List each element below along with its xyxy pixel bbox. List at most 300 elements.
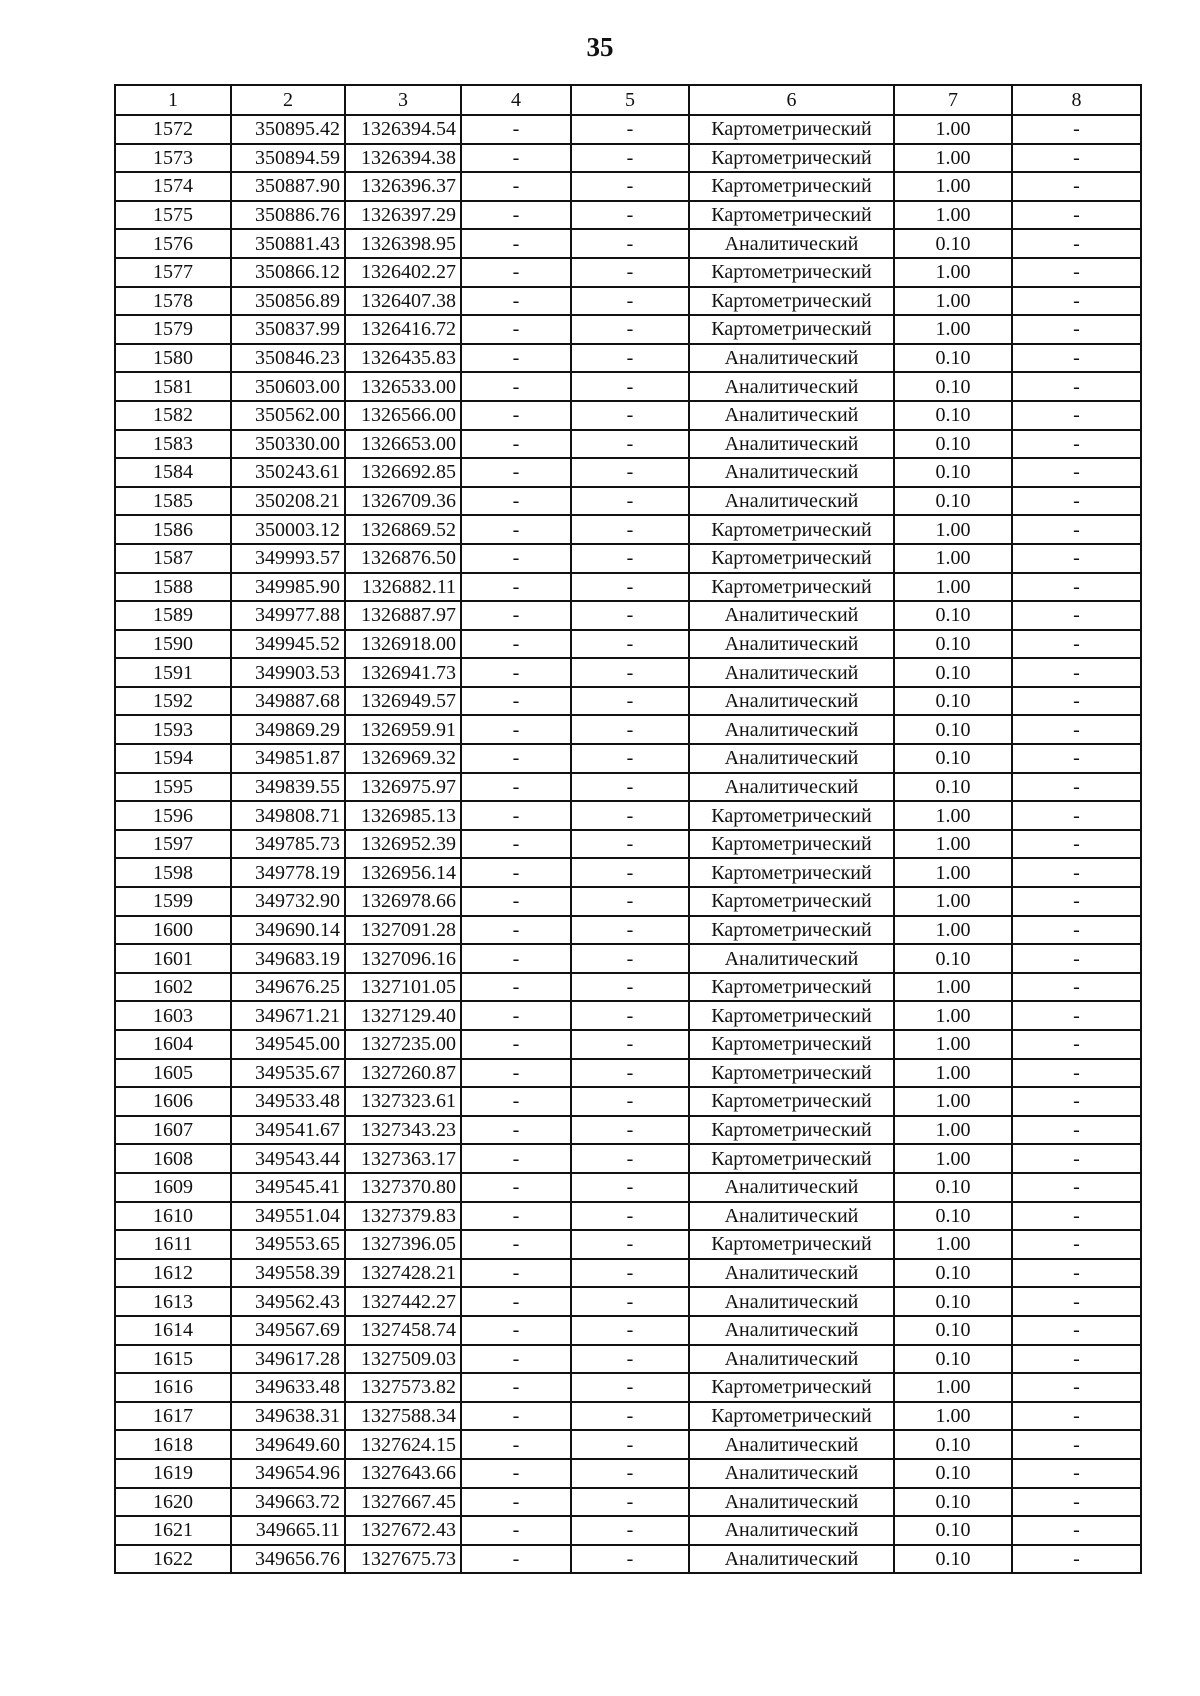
y-coordinate-cell: 1326653.00 [345, 430, 461, 459]
table-row [115, 687, 1141, 716]
column-4-cell: - [461, 172, 571, 201]
y-coordinate-cell: 1327343.23 [345, 1116, 461, 1145]
table-row [115, 630, 1141, 659]
accuracy-cell: 0.10 [894, 601, 1012, 630]
column-4-cell: - [461, 858, 571, 887]
method-cell: Картометрический [689, 916, 894, 945]
x-coordinate-cell: 349545.00 [231, 1030, 345, 1059]
accuracy-cell: 0.10 [894, 1259, 1012, 1288]
method-cell: Аналитический [689, 744, 894, 773]
column-8-cell: - [1012, 458, 1141, 487]
column-8-cell: - [1012, 887, 1141, 916]
point-number-cell: 1591 [115, 658, 231, 687]
accuracy-cell: 1.00 [894, 544, 1012, 573]
method-cell: Аналитический [689, 344, 894, 373]
y-coordinate-cell: 1326533.00 [345, 372, 461, 401]
point-number-cell: 1577 [115, 258, 231, 287]
y-coordinate-cell: 1327379.83 [345, 1202, 461, 1231]
point-number-cell: 1602 [115, 973, 231, 1002]
method-cell: Аналитический [689, 1516, 894, 1545]
accuracy-cell: 1.00 [894, 315, 1012, 344]
column-5-cell: - [571, 1516, 689, 1545]
column-4-cell: - [461, 258, 571, 287]
column-header: 8 [1012, 85, 1141, 115]
column-5-cell: - [571, 1059, 689, 1088]
x-coordinate-cell: 349617.28 [231, 1345, 345, 1374]
method-cell: Картометрический [689, 1059, 894, 1088]
accuracy-cell: 1.00 [894, 801, 1012, 830]
y-coordinate-cell: 1326566.00 [345, 401, 461, 430]
method-cell: Картометрический [689, 115, 894, 144]
column-5-cell: - [571, 172, 689, 201]
method-cell: Картометрический [689, 1087, 894, 1116]
column-5-cell: - [571, 916, 689, 945]
y-coordinate-cell: 1327396.05 [345, 1230, 461, 1259]
x-coordinate-cell: 350603.00 [231, 372, 345, 401]
accuracy-cell: 1.00 [894, 1087, 1012, 1116]
method-cell: Картометрический [689, 830, 894, 859]
column-4-cell: - [461, 372, 571, 401]
method-cell: Картометрический [689, 973, 894, 1002]
x-coordinate-cell: 349654.96 [231, 1459, 345, 1488]
table-row [115, 144, 1141, 173]
y-coordinate-cell: 1327363.17 [345, 1144, 461, 1173]
y-coordinate-cell: 1327091.28 [345, 916, 461, 945]
y-coordinate-cell: 1326876.50 [345, 544, 461, 573]
y-coordinate-cell: 1326887.97 [345, 601, 461, 630]
accuracy-cell: 1.00 [894, 258, 1012, 287]
x-coordinate-cell: 349887.68 [231, 687, 345, 716]
point-number-cell: 1594 [115, 744, 231, 773]
x-coordinate-cell: 349649.60 [231, 1430, 345, 1459]
point-number-cell: 1582 [115, 401, 231, 430]
method-cell: Аналитический [689, 1488, 894, 1517]
accuracy-cell: 1.00 [894, 201, 1012, 230]
column-8-cell: - [1012, 801, 1141, 830]
y-coordinate-cell: 1326407.38 [345, 287, 461, 316]
method-cell: Аналитический [689, 229, 894, 258]
column-8-cell: - [1012, 916, 1141, 945]
method-cell: Картометрический [689, 1230, 894, 1259]
x-coordinate-cell: 349683.19 [231, 944, 345, 973]
column-5-cell: - [571, 1001, 689, 1030]
column-8-cell: - [1012, 1316, 1141, 1345]
y-coordinate-cell: 1327573.82 [345, 1373, 461, 1402]
table-row [115, 944, 1141, 973]
column-5-cell: - [571, 830, 689, 859]
y-coordinate-cell: 1327101.05 [345, 973, 461, 1002]
method-cell: Аналитический [689, 1430, 894, 1459]
column-4-cell: - [461, 1001, 571, 1030]
table-row [115, 1059, 1141, 1088]
method-cell: Картометрический [689, 887, 894, 916]
x-coordinate-cell: 350894.59 [231, 144, 345, 173]
table-row [115, 887, 1141, 916]
accuracy-cell: 0.10 [894, 1488, 1012, 1517]
table-row [115, 258, 1141, 287]
y-coordinate-cell: 1326709.36 [345, 487, 461, 516]
y-coordinate-cell: 1326882.11 [345, 573, 461, 602]
column-8-cell: - [1012, 258, 1141, 287]
column-8-cell: - [1012, 944, 1141, 973]
column-8-cell: - [1012, 201, 1141, 230]
table-row [115, 801, 1141, 830]
table-row [115, 372, 1141, 401]
x-coordinate-cell: 349808.71 [231, 801, 345, 830]
y-coordinate-cell: 1326396.37 [345, 172, 461, 201]
x-coordinate-cell: 350562.00 [231, 401, 345, 430]
table-row [115, 287, 1141, 316]
column-5-cell: - [571, 1030, 689, 1059]
table-row [115, 601, 1141, 630]
column-8-cell: - [1012, 401, 1141, 430]
x-coordinate-cell: 349663.72 [231, 1488, 345, 1517]
column-4-cell: - [461, 973, 571, 1002]
table-row [115, 1259, 1141, 1288]
method-cell: Аналитический [689, 773, 894, 802]
accuracy-cell: 0.10 [894, 1287, 1012, 1316]
x-coordinate-cell: 349993.57 [231, 544, 345, 573]
accuracy-cell: 1.00 [894, 973, 1012, 1002]
accuracy-cell: 0.10 [894, 458, 1012, 487]
column-5-cell: - [571, 1230, 689, 1259]
point-number-cell: 1593 [115, 715, 231, 744]
column-4-cell: - [461, 1230, 571, 1259]
method-cell: Аналитический [689, 1259, 894, 1288]
point-number-cell: 1603 [115, 1001, 231, 1030]
accuracy-cell: 1.00 [894, 287, 1012, 316]
x-coordinate-cell: 349633.48 [231, 1373, 345, 1402]
accuracy-cell: 1.00 [894, 858, 1012, 887]
column-4-cell: - [461, 344, 571, 373]
point-number-cell: 1610 [115, 1202, 231, 1231]
accuracy-cell: 1.00 [894, 916, 1012, 945]
x-coordinate-cell: 349533.48 [231, 1087, 345, 1116]
point-number-cell: 1607 [115, 1116, 231, 1145]
table-row [115, 1144, 1141, 1173]
method-cell: Картометрический [689, 172, 894, 201]
point-number-cell: 1596 [115, 801, 231, 830]
column-8-cell: - [1012, 1230, 1141, 1259]
column-4-cell: - [461, 1144, 571, 1173]
method-cell: Аналитический [689, 430, 894, 459]
method-cell: Картометрический [689, 144, 894, 173]
accuracy-cell: 1.00 [894, 1373, 1012, 1402]
column-4-cell: - [461, 144, 571, 173]
y-coordinate-cell: 1326985.13 [345, 801, 461, 830]
method-cell: Аналитический [689, 601, 894, 630]
table-row [115, 1001, 1141, 1030]
column-8-cell: - [1012, 1545, 1141, 1574]
x-coordinate-cell: 349945.52 [231, 630, 345, 659]
column-5-cell: - [571, 515, 689, 544]
table-row [115, 430, 1141, 459]
column-4-cell: - [461, 944, 571, 973]
y-coordinate-cell: 1326692.85 [345, 458, 461, 487]
accuracy-cell: 0.10 [894, 1545, 1012, 1574]
x-coordinate-cell: 349553.65 [231, 1230, 345, 1259]
accuracy-cell: 1.00 [894, 1059, 1012, 1088]
y-coordinate-cell: 1327667.45 [345, 1488, 461, 1517]
method-cell: Картометрический [689, 287, 894, 316]
column-5-cell: - [571, 201, 689, 230]
table-row [115, 315, 1141, 344]
y-coordinate-cell: 1326959.91 [345, 715, 461, 744]
point-number-cell: 1621 [115, 1516, 231, 1545]
method-cell: Картометрический [689, 1144, 894, 1173]
column-8-cell: - [1012, 973, 1141, 1002]
x-coordinate-cell: 349851.87 [231, 744, 345, 773]
column-4-cell: - [461, 1287, 571, 1316]
accuracy-cell: 1.00 [894, 1230, 1012, 1259]
table-body [115, 115, 1141, 1573]
method-cell: Аналитический [689, 458, 894, 487]
method-cell: Картометрический [689, 1116, 894, 1145]
column-header: 3 [345, 85, 461, 115]
column-5-cell: - [571, 1345, 689, 1374]
column-8-cell: - [1012, 773, 1141, 802]
accuracy-cell: 1.00 [894, 515, 1012, 544]
point-number-cell: 1585 [115, 487, 231, 516]
table-row [115, 973, 1141, 1002]
column-8-cell: - [1012, 1202, 1141, 1231]
y-coordinate-cell: 1326869.52 [345, 515, 461, 544]
point-number-cell: 1584 [115, 458, 231, 487]
column-4-cell: - [461, 658, 571, 687]
column-4-cell: - [461, 1087, 571, 1116]
accuracy-cell: 0.10 [894, 1516, 1012, 1545]
column-5-cell: - [571, 801, 689, 830]
column-8-cell: - [1012, 1345, 1141, 1374]
column-5-cell: - [571, 115, 689, 144]
method-cell: Аналитический [689, 715, 894, 744]
column-8-cell: - [1012, 115, 1141, 144]
accuracy-cell: 0.10 [894, 773, 1012, 802]
column-header: 7 [894, 85, 1012, 115]
method-cell: Картометрический [689, 1030, 894, 1059]
y-coordinate-cell: 1327458.74 [345, 1316, 461, 1345]
method-cell: Картометрический [689, 801, 894, 830]
method-cell: Аналитический [689, 1173, 894, 1202]
column-8-cell: - [1012, 1430, 1141, 1459]
column-5-cell: - [571, 372, 689, 401]
column-4-cell: - [461, 1173, 571, 1202]
column-5-cell: - [571, 887, 689, 916]
column-4-cell: - [461, 687, 571, 716]
column-4-cell: - [461, 830, 571, 859]
accuracy-cell: 0.10 [894, 1202, 1012, 1231]
x-coordinate-cell: 349558.39 [231, 1259, 345, 1288]
column-4-cell: - [461, 315, 571, 344]
point-number-cell: 1608 [115, 1144, 231, 1173]
method-cell: Картометрический [689, 573, 894, 602]
y-coordinate-cell: 1326416.72 [345, 315, 461, 344]
column-5-cell: - [571, 658, 689, 687]
column-4-cell: - [461, 715, 571, 744]
accuracy-cell: 1.00 [894, 115, 1012, 144]
y-coordinate-cell: 1327643.66 [345, 1459, 461, 1488]
column-8-cell: - [1012, 687, 1141, 716]
table-row [115, 858, 1141, 887]
point-number-cell: 1588 [115, 573, 231, 602]
x-coordinate-cell: 350003.12 [231, 515, 345, 544]
y-coordinate-cell: 1326394.54 [345, 115, 461, 144]
point-number-cell: 1598 [115, 858, 231, 887]
accuracy-cell: 1.00 [894, 887, 1012, 916]
table-row [115, 1430, 1141, 1459]
column-8-cell: - [1012, 372, 1141, 401]
table-row [115, 172, 1141, 201]
point-number-cell: 1611 [115, 1230, 231, 1259]
column-4-cell: - [461, 801, 571, 830]
table-row [115, 115, 1141, 144]
y-coordinate-cell: 1327509.03 [345, 1345, 461, 1374]
y-coordinate-cell: 1326397.29 [345, 201, 461, 230]
x-coordinate-cell: 350881.43 [231, 229, 345, 258]
column-5-cell: - [571, 573, 689, 602]
accuracy-cell: 0.10 [894, 430, 1012, 459]
accuracy-cell: 0.10 [894, 1316, 1012, 1345]
column-5-cell: - [571, 601, 689, 630]
column-4-cell: - [461, 887, 571, 916]
point-number-cell: 1583 [115, 430, 231, 459]
point-number-cell: 1575 [115, 201, 231, 230]
column-4-cell: - [461, 1373, 571, 1402]
table-row [115, 1202, 1141, 1231]
column-header: 5 [571, 85, 689, 115]
column-5-cell: - [571, 1373, 689, 1402]
column-5-cell: - [571, 430, 689, 459]
method-cell: Аналитический [689, 630, 894, 659]
x-coordinate-cell: 350208.21 [231, 487, 345, 516]
method-cell: Аналитический [689, 487, 894, 516]
column-8-cell: - [1012, 1001, 1141, 1030]
column-4-cell: - [461, 487, 571, 516]
point-number-cell: 1592 [115, 687, 231, 716]
method-cell: Аналитический [689, 687, 894, 716]
method-cell: Картометрический [689, 1402, 894, 1431]
point-number-cell: 1613 [115, 1287, 231, 1316]
method-cell: Картометрический [689, 1001, 894, 1030]
column-5-cell: - [571, 1430, 689, 1459]
column-8-cell: - [1012, 1488, 1141, 1517]
method-cell: Аналитический [689, 401, 894, 430]
x-coordinate-cell: 349671.21 [231, 1001, 345, 1030]
table-row [115, 1516, 1141, 1545]
column-4-cell: - [461, 201, 571, 230]
method-cell: Картометрический [689, 1373, 894, 1402]
column-4-cell: - [461, 1030, 571, 1059]
column-8-cell: - [1012, 1116, 1141, 1145]
column-4-cell: - [461, 916, 571, 945]
coordinates-table [114, 84, 1142, 1574]
y-coordinate-cell: 1326918.00 [345, 630, 461, 659]
table-row [115, 544, 1141, 573]
column-5-cell: - [571, 401, 689, 430]
accuracy-cell: 1.00 [894, 1030, 1012, 1059]
column-5-cell: - [571, 630, 689, 659]
column-header: 6 [689, 85, 894, 115]
y-coordinate-cell: 1327370.80 [345, 1173, 461, 1202]
point-number-cell: 1597 [115, 830, 231, 859]
method-cell: Картометрический [689, 258, 894, 287]
point-number-cell: 1615 [115, 1345, 231, 1374]
y-coordinate-cell: 1326398.95 [345, 229, 461, 258]
column-5-cell: - [571, 229, 689, 258]
column-8-cell: - [1012, 430, 1141, 459]
column-8-cell: - [1012, 1287, 1141, 1316]
column-5-cell: - [571, 1116, 689, 1145]
y-coordinate-cell: 1327235.00 [345, 1030, 461, 1059]
column-5-cell: - [571, 1459, 689, 1488]
column-5-cell: - [571, 458, 689, 487]
column-8-cell: - [1012, 287, 1141, 316]
point-number-cell: 1599 [115, 887, 231, 916]
x-coordinate-cell: 349543.44 [231, 1144, 345, 1173]
x-coordinate-cell: 349869.29 [231, 715, 345, 744]
point-number-cell: 1618 [115, 1430, 231, 1459]
x-coordinate-cell: 349903.53 [231, 658, 345, 687]
accuracy-cell: 0.10 [894, 715, 1012, 744]
method-cell: Картометрический [689, 858, 894, 887]
column-8-cell: - [1012, 172, 1141, 201]
y-coordinate-cell: 1326956.14 [345, 858, 461, 887]
table-row [115, 773, 1141, 802]
y-coordinate-cell: 1326941.73 [345, 658, 461, 687]
column-4-cell: - [461, 1059, 571, 1088]
point-number-cell: 1573 [115, 144, 231, 173]
column-8-cell: - [1012, 1373, 1141, 1402]
method-cell: Картометрический [689, 544, 894, 573]
table-row [115, 1459, 1141, 1488]
column-5-cell: - [571, 1202, 689, 1231]
accuracy-cell: 0.10 [894, 687, 1012, 716]
point-number-cell: 1605 [115, 1059, 231, 1088]
point-number-cell: 1586 [115, 515, 231, 544]
x-coordinate-cell: 349638.31 [231, 1402, 345, 1431]
column-4-cell: - [461, 401, 571, 430]
column-5-cell: - [571, 1144, 689, 1173]
y-coordinate-cell: 1326435.83 [345, 344, 461, 373]
point-number-cell: 1601 [115, 944, 231, 973]
point-number-cell: 1581 [115, 372, 231, 401]
y-coordinate-cell: 1327323.61 [345, 1087, 461, 1116]
column-5-cell: - [571, 1259, 689, 1288]
column-5-cell: - [571, 1488, 689, 1517]
point-number-cell: 1579 [115, 315, 231, 344]
column-header: 4 [461, 85, 571, 115]
x-coordinate-cell: 349676.25 [231, 973, 345, 1002]
x-coordinate-cell: 349665.11 [231, 1516, 345, 1545]
method-cell: Картометрический [689, 201, 894, 230]
column-8-cell: - [1012, 1144, 1141, 1173]
table-row [115, 1545, 1141, 1574]
table-row [115, 916, 1141, 945]
table-row [115, 1087, 1141, 1116]
y-coordinate-cell: 1326949.57 [345, 687, 461, 716]
page-number: 35 [586, 32, 614, 62]
column-5-cell: - [571, 544, 689, 573]
table-header-row [115, 85, 1141, 115]
x-coordinate-cell: 349985.90 [231, 573, 345, 602]
column-4-cell: - [461, 744, 571, 773]
column-5-cell: - [571, 744, 689, 773]
table-row [115, 515, 1141, 544]
column-5-cell: - [571, 344, 689, 373]
column-8-cell: - [1012, 344, 1141, 373]
table-row [115, 1345, 1141, 1374]
x-coordinate-cell: 349656.76 [231, 1545, 345, 1574]
